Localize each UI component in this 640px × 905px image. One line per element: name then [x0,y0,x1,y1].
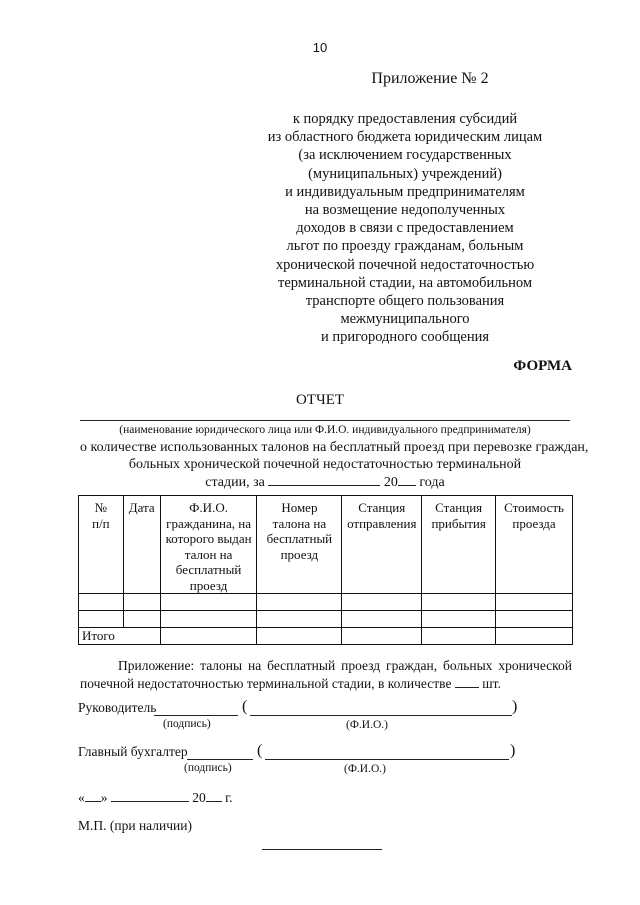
table-row [79,594,573,611]
appendix-line: льгот по проезду гражданам, больным [286,238,524,255]
report-table [78,495,573,645]
table-cell[interactable] [342,628,422,645]
appendix-line: из областного бюджета юридическим лицам [267,129,543,146]
organization-name-caption: (наименование юридического лица или Ф.И.О. индивидуального предпринимателя) [119,424,531,436]
appendix-line: (муниципальных) учреждений) [308,165,502,182]
footer-line [262,849,382,850]
table-cell[interactable] [496,611,573,628]
head-name-line[interactable] [250,715,512,716]
date-suffix: г. [225,790,233,805]
appendix-line: и индивидуальным предпринимателям [285,183,525,200]
table-cell[interactable] [160,594,257,611]
column-header-arrival-station [422,496,496,594]
accountant-close-paren: ) [510,742,516,759]
ticket-count-blank[interactable] [455,675,479,688]
head-label: Руководитель [78,700,157,715]
accountant-signature-caption: (подпись) [184,762,232,774]
column-header-fio [160,496,257,594]
note-line [80,675,572,693]
table-cell[interactable] [123,594,160,611]
appendix-line: к порядку предоставления субсидий [292,111,518,127]
attachment-note [80,657,572,693]
table-header-row [79,496,573,594]
header-text: Станция отправления [347,500,417,531]
table-cell[interactable] [496,628,573,645]
head-name-caption: (Ф.И.О.) [346,719,388,731]
table-cell[interactable] [257,628,342,645]
period-blank[interactable] [268,473,380,486]
day-blank[interactable] [85,789,101,802]
appendix-line: хронической почечной недостаточностью [275,256,535,273]
date-open-quote: « [78,790,85,805]
accountant-open-paren: ( [257,742,263,759]
subject-line: больных хронической почечной недостаточностью терминальной [128,457,522,472]
appendix-line: доходов в связи с предоставлением [296,220,514,237]
accountant-label: Главный бухгалтер [78,744,188,759]
note-line-prefix: почечной недостаточностью терминальной стадии, в количестве [80,676,452,691]
note-line-suffix: шт. [482,676,501,691]
head-signature-line[interactable] [154,715,238,716]
table-cell[interactable] [422,611,496,628]
month-blank[interactable] [111,789,189,802]
period-suffix: года [419,475,445,490]
appendix-line: (за исключением государственных [298,147,512,164]
year-blank[interactable] [398,473,416,486]
table-cell[interactable] [79,611,124,628]
date-close-quote: » [100,790,108,805]
period-prefix: стадии, за [205,475,265,490]
column-header-fare [496,496,573,594]
column-header-number [79,496,124,594]
report-title: ОТЧЕТ [295,392,345,408]
period-year: 20 [383,475,398,490]
header-text: Дата [128,500,155,515]
table-cell[interactable] [422,628,496,645]
table-cell[interactable] [160,628,257,645]
report-period [80,473,570,491]
table-row [79,611,573,628]
accountant-name-line[interactable] [265,759,509,760]
form-label: ФОРМА [513,358,572,374]
table-cell[interactable] [342,594,422,611]
appendix-line: на возмещение недополученных [304,202,506,219]
header-text: Ф.И.О. гражданина, на которого выдан талон на бесплатный проезд [165,500,252,593]
table-cell[interactable] [496,594,573,611]
head-close-paren: ) [512,698,518,715]
header-text: Стоимость проезда [504,500,564,531]
table-cell[interactable] [422,594,496,611]
appendix-line: терминальной стадии, на автомобильном [277,274,533,291]
note-line: Приложение: талоны на бесплатный проезд граждан, больных хронической [118,658,572,673]
accountant-name-caption: (Ф.И.О.) [344,763,386,775]
appendix-description [240,110,570,347]
table-cell[interactable] [257,611,342,628]
appendix-line: транспорте общего пользования [305,293,505,310]
appendix-line: и пригородного сообщения [320,329,490,346]
head-signature-caption: (подпись) [163,718,211,730]
date-line [78,789,233,806]
date-year: 20 [192,790,206,805]
report-subject [80,439,589,491]
appendix-title: Приложение № 2 [371,70,489,87]
column-header-ticket-number [257,496,342,594]
appendix-line: межмуниципального [340,311,470,328]
organization-name-line[interactable] [80,420,570,421]
table-cell[interactable] [79,594,124,611]
date-year-blank[interactable] [206,789,222,802]
accountant-signature-line[interactable] [187,759,253,760]
table-cell[interactable] [257,594,342,611]
table-cell[interactable] [342,611,422,628]
header-text: Станция прибытия [431,500,486,531]
stamp-label: М.П. (при наличии) [78,818,192,833]
table-cell[interactable] [160,611,257,628]
table-total-row [79,628,573,645]
header-text: Номер талона на бесплатный проезд [266,500,333,562]
subject-line: о количестве использованных талонов на бесплатный проезд при перевозке граждан, [80,440,589,455]
column-header-departure-station [342,496,422,594]
page-number: 10 [312,40,328,55]
table-cell[interactable] [123,611,160,628]
total-label: Итого [79,628,161,645]
column-header-date [123,496,160,594]
head-open-paren: ( [242,698,248,715]
header-text: № п/п [92,500,110,531]
